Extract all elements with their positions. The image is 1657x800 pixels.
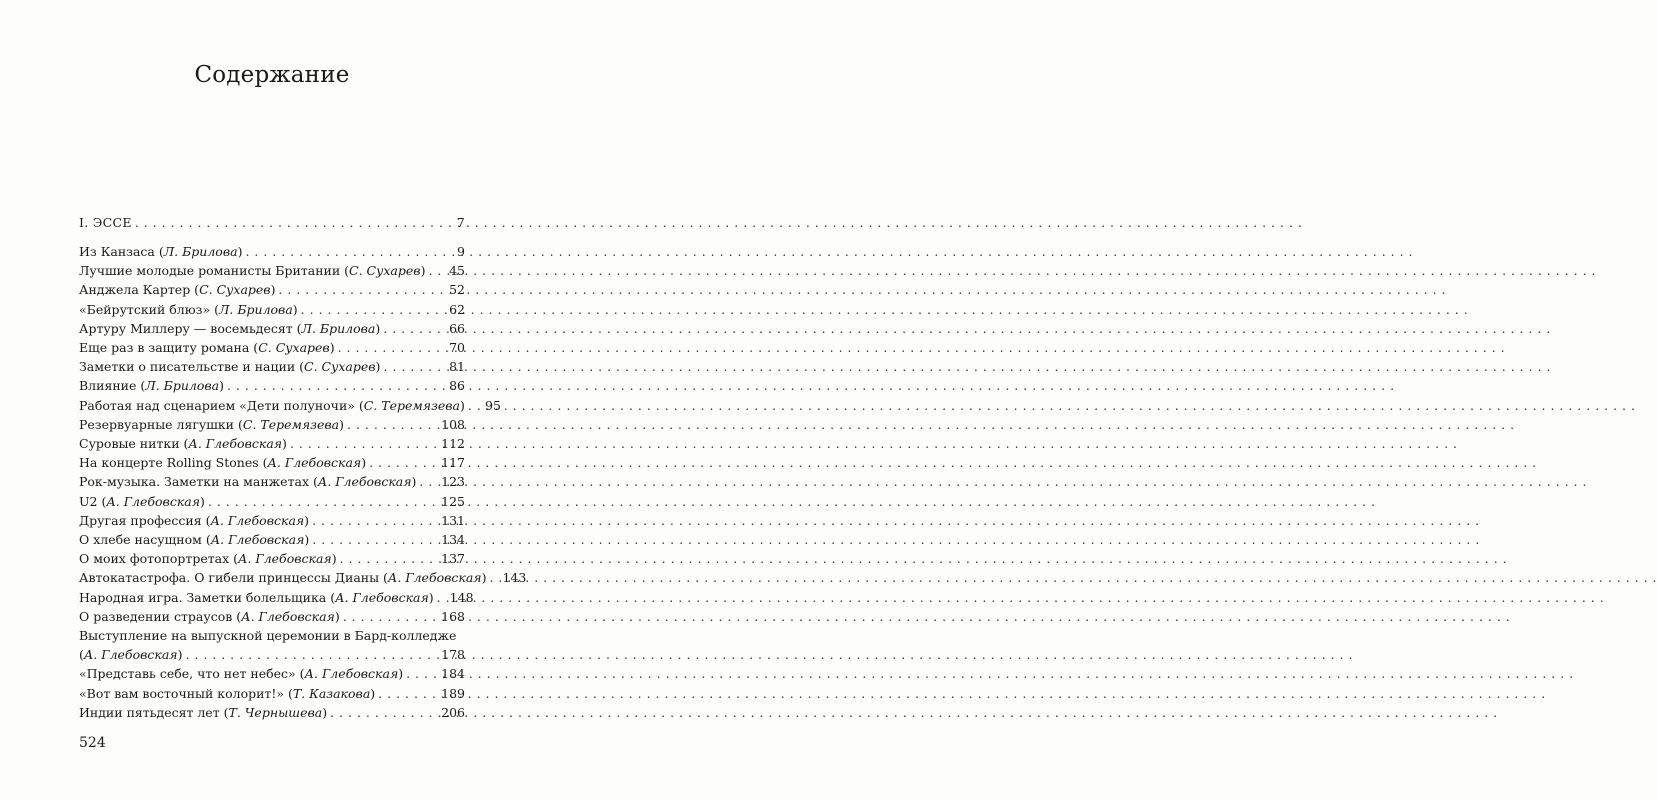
entry-page: 123: [441, 474, 465, 490]
toc-entry[interactable]: [79, 338, 465, 357]
entry-page: 62: [449, 301, 465, 317]
entry-title-text: Еще раз в защиту романа (: [79, 340, 259, 356]
entry-title: [79, 453, 366, 472]
entry-close-paren: ): [219, 378, 224, 394]
toc-section-row[interactable]: [79, 213, 465, 232]
entry-title-text: Артуру Миллеру — восемьдесят (: [79, 320, 302, 336]
entry-close-paren: ): [304, 532, 310, 548]
entry-page: 189: [441, 685, 465, 701]
toc-entry[interactable]: [79, 568, 527, 587]
entry-title: [79, 319, 380, 338]
toc-entry[interactable]: [79, 607, 465, 626]
entry-title: [79, 664, 403, 683]
toc-entry[interactable]: [79, 703, 465, 722]
toc-entry[interactable]: [79, 492, 465, 511]
toc-entry[interactable]: [79, 530, 465, 549]
entry-title: [79, 511, 309, 530]
entry-page: 9: [457, 244, 465, 259]
entry-title-text: «Представь себе, что нет небес» (: [79, 666, 305, 682]
entry-title: [79, 434, 287, 453]
toc-entry[interactable]: [79, 684, 465, 703]
entry-author: С. Сухарев: [304, 359, 376, 375]
entry-author: Т. Казакова: [292, 685, 371, 701]
entry-page: 168: [441, 608, 465, 624]
entry-page: 134: [441, 532, 465, 548]
toc-entry[interactable]: [79, 511, 465, 530]
dot-leader: [378, 684, 438, 703]
entry-title: [79, 472, 416, 491]
dot-leader: [290, 434, 438, 453]
entry-title: [79, 376, 224, 395]
entry-author: Л. Брилова: [218, 301, 293, 317]
page-title: Содержание: [194, 62, 350, 88]
entry-title-text: На концерте Rolling Stones (: [79, 455, 268, 471]
entry-title: [79, 300, 298, 319]
entry-page: 206: [441, 704, 465, 720]
entry-title: [79, 607, 340, 626]
dot-leader: [278, 280, 442, 299]
toc-entry[interactable]: [79, 261, 465, 280]
entry-close-paren: ): [460, 397, 465, 413]
dot-leader: [369, 453, 438, 472]
dot-leader: [312, 511, 438, 530]
entry-close-paren: ): [398, 666, 404, 682]
entry-author: А. Глебовская: [317, 474, 412, 490]
entry-title: [79, 684, 375, 703]
entry-page: 148: [449, 589, 474, 605]
toc-entry[interactable]: [79, 300, 465, 319]
entry-author: А. Глебовская: [304, 666, 399, 682]
entry-title-text: Резервуарные лягушки (: [79, 416, 243, 432]
entry-page: 66: [449, 320, 465, 336]
entry-close-paren: ): [375, 359, 381, 375]
toc-entry[interactable]: [79, 472, 465, 491]
entry-author: А. Глебовская: [387, 570, 482, 586]
dot-leader: [406, 664, 438, 683]
dot-leader: [428, 261, 442, 280]
dot-leader: [383, 357, 442, 376]
entry-title-text: Выступление на выпускной церемонии в Бард-колледже: [79, 628, 457, 644]
entry-title-text: Рок-музыка. Заметки на манжетах (: [79, 474, 318, 490]
entry-title-text: «Вот вам восточный колорит!» (: [79, 685, 293, 701]
entry-close-paren: ): [361, 455, 367, 471]
toc-entry[interactable]: [79, 319, 465, 338]
entry-close-paren: ): [304, 512, 310, 528]
entry-close-paren: ): [292, 301, 298, 317]
entry-author: Т. Чернышева: [228, 704, 323, 720]
entry-close-paren: ): [375, 320, 381, 336]
entry-title-text: Другая профессия (: [79, 512, 211, 528]
toc-entry[interactable]: [79, 376, 465, 395]
dot-leader: [468, 396, 478, 415]
entry-author: Л. Брилова: [163, 244, 238, 259]
dot-leader: [227, 376, 442, 395]
toc-entry[interactable]: [79, 664, 465, 683]
entry-title-text: Автокатастрофа. О гибели принцессы Дианы (: [79, 570, 388, 586]
entry-author: А. Глебовская: [210, 532, 305, 548]
entry-author: С. Теремязева: [363, 397, 461, 413]
section-label: I. ЭССЕ: [79, 215, 132, 230]
toc-entry-multiline[interactable]: [79, 626, 465, 664]
entry-author: С. Теремязева: [242, 416, 340, 432]
entry-title: [79, 242, 242, 261]
entry-close-paren: ): [282, 436, 287, 452]
entry-close-paren: ): [481, 570, 487, 586]
entry-author: А. Глебовская: [83, 647, 178, 663]
entry-title: [79, 492, 205, 511]
entry-title: [79, 568, 486, 587]
entry-title-text: Влияние (: [79, 378, 146, 394]
toc-entry[interactable]: [79, 549, 465, 568]
entry-title: [79, 396, 465, 415]
toc-entry[interactable]: [79, 415, 465, 434]
dot-leader: [330, 703, 438, 722]
entry-title-text: Индии пятьдесят лет (: [79, 704, 229, 720]
toc-entry[interactable]: [79, 453, 465, 472]
toc-section: [79, 213, 465, 232]
dot-leader: [301, 300, 442, 319]
entry-close-paren: ): [411, 474, 417, 490]
entry-title-text: Анджела Картер (: [79, 282, 200, 298]
toc-entry[interactable]: [79, 434, 465, 453]
entry-title: [79, 703, 327, 722]
entry-author: А. Глебовская: [188, 436, 283, 452]
multiline-first-line: [79, 626, 465, 645]
entry-close-paren: ): [339, 416, 344, 432]
page-number: 524: [79, 735, 106, 751]
dot-leader: [340, 549, 439, 568]
entry-close-paren: ): [177, 647, 183, 663]
entry-title-text: Работая над сценарием «Дети полуночи» (: [79, 397, 364, 413]
entry-close-paren: ): [322, 704, 328, 720]
entry-page: 45: [449, 263, 465, 279]
entry-close-paren: ): [270, 282, 276, 298]
entry-page: 108: [441, 416, 465, 432]
toc-entry[interactable]: [79, 588, 474, 607]
entry-page: 125: [441, 493, 465, 509]
entry-title-text: О хлебе насущном (: [79, 532, 211, 548]
dot-leader: [135, 213, 442, 232]
entry-close-paren: ): [329, 340, 335, 356]
entry-title: [79, 261, 425, 280]
entry-close-paren: ): [428, 589, 434, 605]
entry-author: А. Глебовская: [210, 512, 305, 528]
entry-page: 86: [449, 378, 465, 394]
entry-author: С. Сухарев: [349, 263, 421, 279]
entry-author: Л. Брилова: [301, 320, 376, 336]
entry-title-text: U2 (: [79, 493, 107, 509]
toc-entry[interactable]: [79, 280, 465, 299]
entry-author: А. Глебовская: [267, 455, 362, 471]
entry-title: [79, 280, 275, 299]
toc-entry[interactable]: [79, 396, 501, 415]
dot-leader: [383, 319, 442, 338]
toc-list: [79, 242, 527, 722]
entry-title: [79, 357, 380, 376]
dot-leader: [338, 338, 442, 357]
entry-close-paren: ): [334, 608, 340, 624]
entry-title-text: Из Канзаса (: [79, 244, 164, 259]
entry-page: 70: [449, 340, 465, 356]
dot-leader: [343, 607, 438, 626]
entry-title-text: Суровые нитки (: [79, 436, 189, 452]
entry-title-text: Заметки о писательстве и нации (: [79, 359, 305, 375]
entry-page: 137: [441, 551, 465, 567]
entry-title-text: Народная игра. Заметки болельщика (: [79, 589, 336, 605]
entry-page: 95: [485, 397, 501, 413]
entry-title: [79, 645, 182, 664]
entry-title-text: О разведении страусов (: [79, 608, 242, 624]
entry-author: С. Сухарев: [258, 340, 330, 356]
entry-title: [79, 549, 337, 568]
dot-leader: [245, 242, 442, 261]
entry-page: 131: [441, 512, 465, 528]
dot-leader: [489, 568, 499, 587]
entry-author: С. Сухарев: [199, 282, 271, 298]
entry-author: А. Глебовская: [335, 589, 429, 605]
entry-title-text: «Бейрутский блюз» (: [79, 301, 219, 317]
entry-page: 143: [502, 570, 527, 586]
entry-page: 81: [449, 359, 465, 375]
entry-open-paren: (: [79, 647, 84, 663]
entry-title-text: О моих фотопортретах (: [79, 551, 239, 567]
entry-close-paren: ): [237, 244, 243, 259]
entry-author: А. Глебовская: [238, 551, 332, 567]
multiline-second-line: [79, 645, 465, 664]
dot-leader: [208, 492, 438, 511]
entry-title-text: Лучшие молодые романисты Британии (: [79, 263, 350, 279]
entry-title: [79, 338, 335, 357]
dot-leader: [347, 415, 438, 434]
toc-entry[interactable]: [79, 242, 465, 261]
entry-title: [79, 415, 344, 434]
entry-page: 112: [441, 436, 465, 452]
dot-leader: [312, 530, 438, 549]
entry-title: [79, 530, 309, 549]
entry-close-paren: ): [420, 263, 426, 279]
toc-entry[interactable]: [79, 357, 465, 376]
entry-close-paren: ): [331, 551, 337, 567]
entry-close-paren: ): [370, 685, 376, 701]
entry-author: А. Глебовская: [106, 493, 201, 509]
dot-leader: [185, 645, 438, 664]
entry-author: А. Глебовская: [241, 608, 335, 624]
entry-title: [79, 588, 434, 607]
entry-page: 117: [441, 455, 465, 471]
entry-author: Л. Брилова: [145, 378, 220, 394]
entry-close-paren: ): [200, 493, 205, 509]
section-page: 7: [456, 215, 465, 230]
entry-page: 52: [449, 282, 465, 298]
dot-leader: [437, 588, 447, 607]
dot-leader: [419, 472, 438, 491]
entry-page: 178: [441, 647, 465, 663]
entry-page: 184: [441, 666, 465, 682]
